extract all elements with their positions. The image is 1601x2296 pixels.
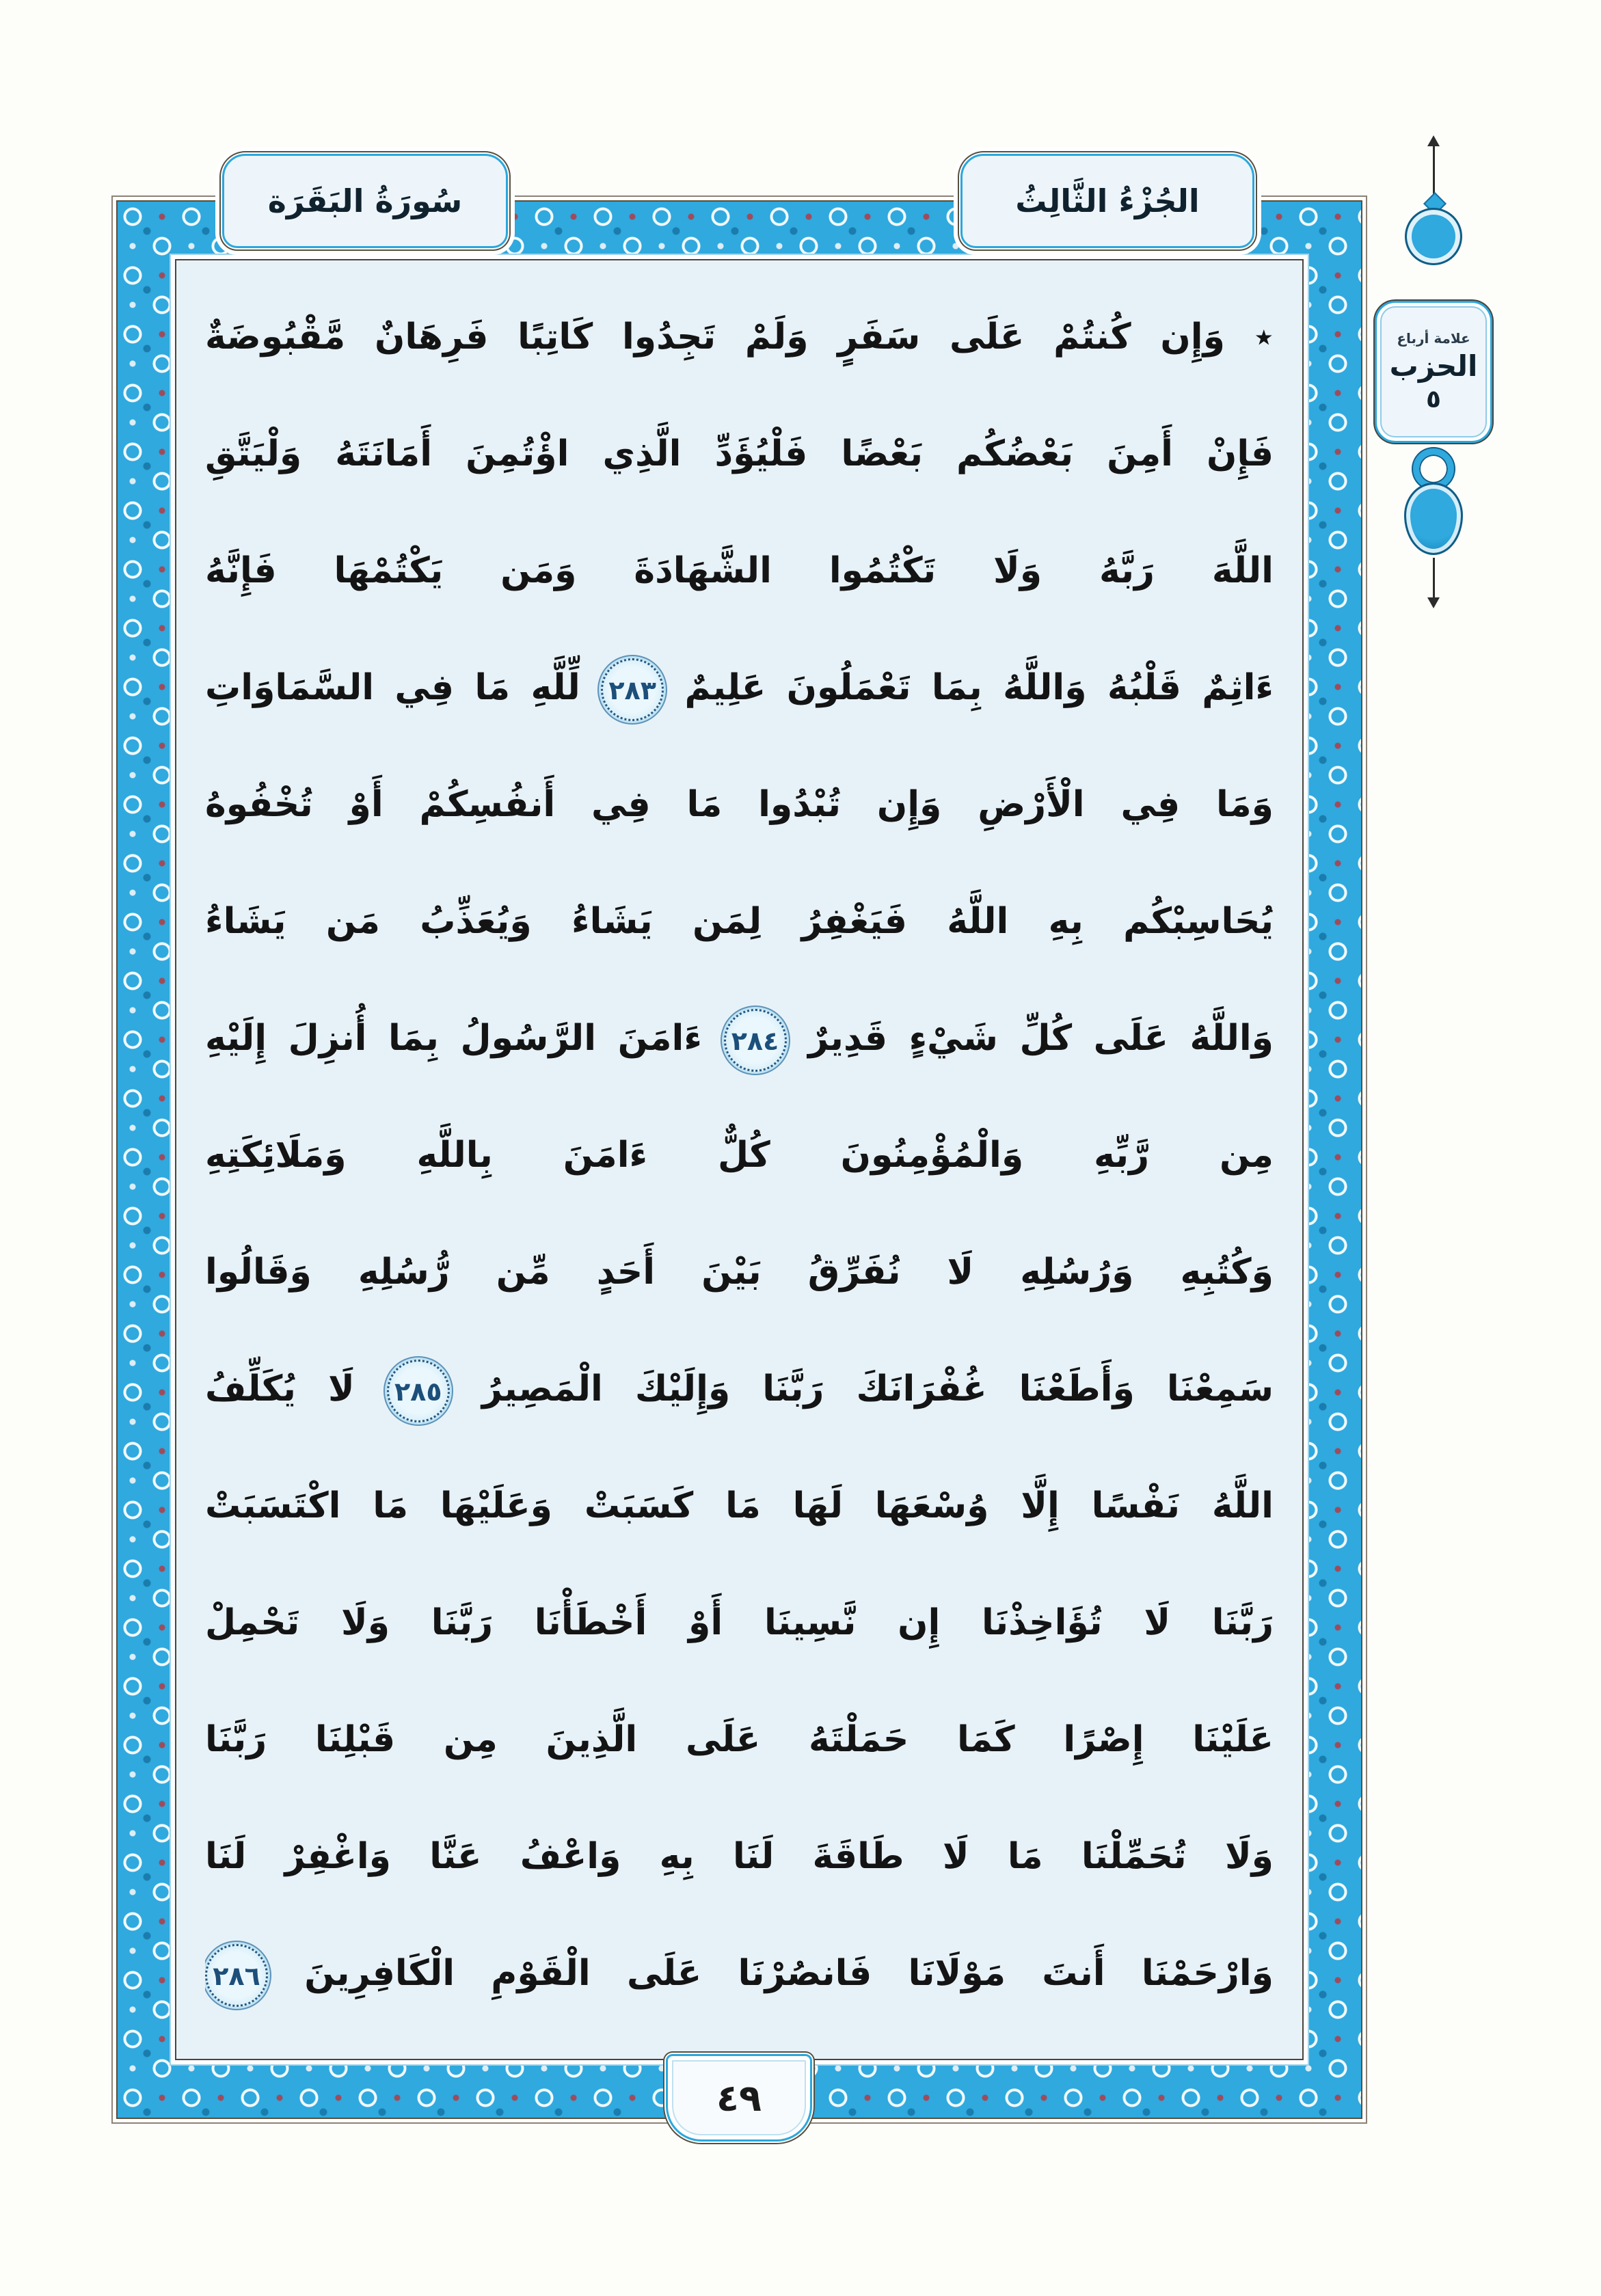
- surah-title-cartouche: [222, 154, 508, 248]
- verse-number-badge: ٢٨٣: [601, 658, 664, 721]
- quran-line: [205, 513, 1274, 630]
- quran-line: [205, 279, 1274, 396]
- verse-text: ءَامَنَ الرَّسُولُ بِمَا أُنزِلَ إِلَيْهِ: [205, 1018, 702, 1059]
- verse-text: وَاللَّهُ عَلَى كُلِّ شَيْءٍ قَدِيرٌ: [808, 1018, 1274, 1059]
- hizb-number: ٥: [1426, 386, 1441, 414]
- quran-lines: [205, 279, 1274, 2032]
- verse-number-badge: ٢٨٥: [387, 1360, 450, 1422]
- ornament-bud-icon: [1405, 208, 1462, 265]
- verse-text: ٭ وَإِن كُنتُمْ عَلَى سَفَرٍ وَلَمْ تَجِدُوا كَاتِبًا فَرِهَانٌ مَّقْبُوضَةٌ: [205, 316, 1274, 357]
- verse-text: وَارْحَمْنَا أَنتَ مَوْلَانَا فَانصُرْنَا عَلَى الْقَوْمِ الْكَافِرِينَ: [304, 1953, 1274, 1994]
- ornament-teardrop-icon: [1404, 483, 1463, 555]
- quran-line: [205, 396, 1274, 513]
- verse-text: وَكُتُبِهِ وَرُسُلِهِ لَا نُفَرِّقُ بَيْنَ أَحَدٍ مِّن رُّسُلِهِ وَقَالُوا: [205, 1252, 1274, 1293]
- verse-text: مِن رَّبِّهِ وَالْمُؤْمِنُونَ كُلٌّ ءَامَنَ بِاللَّهِ وَمَلَائِكَتِهِ: [205, 1135, 1274, 1176]
- page-number: ٤٩: [716, 2076, 762, 2120]
- quran-line: [205, 1798, 1274, 1915]
- verse-text: يُحَاسِبْكُم بِهِ اللَّهُ فَيَغْفِرُ لِمَن يَشَاءُ وَيُعَذِّبُ مَن يَشَاءُ: [205, 901, 1274, 942]
- page-number-tab: [666, 2054, 812, 2142]
- verse-text: وَلَا تُحَمِّلْنَا مَا لَا طَاقَةَ لَنَا بِهِ وَاعْفُ عَنَّا وَاغْفِرْ لَنَا: [205, 1836, 1274, 1877]
- verse-text: رَبَّنَا لَا تُؤَاخِذْنَا إِن نَّسِينَا أَوْ أَخْطَأْنَا رَبَّنَا وَلَا تَحْمِلْ: [205, 1602, 1274, 1643]
- quran-line: [205, 1915, 1274, 2032]
- hizb-margin-ornament: [1367, 135, 1501, 621]
- verse-text: عَلَيْنَا إِصْرًا كَمَا حَمَلْتَهُ عَلَى الَّذِينَ مِن قَبْلِنَا رَبَّنَا: [205, 1719, 1274, 1760]
- verse-text: لِّلَّهِ مَا فِي السَّمَاوَاتِ: [205, 667, 580, 708]
- verse-text: فَإِنْ أَمِنَ بَعْضُكُم بَعْضًا فَلْيُؤَدِّ الَّذِي اؤْتُمِنَ أَمَانَتَهُ وَلْيَتَّقِ: [205, 433, 1274, 474]
- quran-line: [205, 1331, 1274, 1448]
- quran-line: [205, 980, 1274, 1097]
- quran-line: [205, 1097, 1274, 1214]
- juz-title: الجُزْءُ الثَّالِثُ: [1015, 183, 1200, 219]
- verse-number-badge: ٢٨٤: [724, 1009, 787, 1072]
- hizb-medallion: [1375, 301, 1492, 443]
- hizb-small-label: علامة أرباع: [1397, 330, 1470, 347]
- quran-line: [205, 1214, 1274, 1331]
- hizb-label: الحزب: [1389, 349, 1478, 383]
- quran-line: [205, 630, 1274, 746]
- ornament-stem-bottom: [1433, 558, 1435, 597]
- verse-text: اللَّهُ نَفْسًا إِلَّا وُسْعَهَا لَهَا مَا كَسَبَتْ وَعَلَيْهَا مَا اكْتَسَبَتْ: [205, 1485, 1274, 1526]
- verse-text: ءَاثِمٌ قَلْبُهُ وَاللَّهُ بِمَا تَعْمَلُونَ عَلِيمٌ: [684, 667, 1274, 708]
- verse-text: سَمِعْنَا وَأَطَعْنَا غُفْرَانَكَ رَبَّنَا وَإِلَيْكَ الْمَصِيرُ: [481, 1368, 1274, 1409]
- verse-text: لَا يُكَلِّفُ: [205, 1368, 355, 1409]
- verse-number-badge: ٢٨٦: [205, 1944, 268, 2007]
- juz-title-cartouche: [960, 154, 1254, 248]
- verse-text: اللَّهَ رَبَّهُ وَلَا تَكْتُمُوا الشَّهَادَةَ وَمَن يَكْتُمْهَا فَإِنَّهُ: [205, 550, 1274, 591]
- ornament-arrow-down-icon: [1427, 597, 1440, 608]
- quran-line: [205, 1682, 1274, 1798]
- quran-line: [205, 1448, 1274, 1565]
- verse-text: وَمَا فِي الْأَرْضِ وَإِن تُبْدُوا مَا فِي أَنفُسِكُمْ أَوْ تُخْفُوهُ: [205, 784, 1274, 825]
- quran-line: [205, 746, 1274, 863]
- quran-line: [205, 863, 1274, 980]
- quran-line: [205, 1565, 1274, 1682]
- surah-title: سُورَةُ البَقَرَة: [267, 183, 463, 219]
